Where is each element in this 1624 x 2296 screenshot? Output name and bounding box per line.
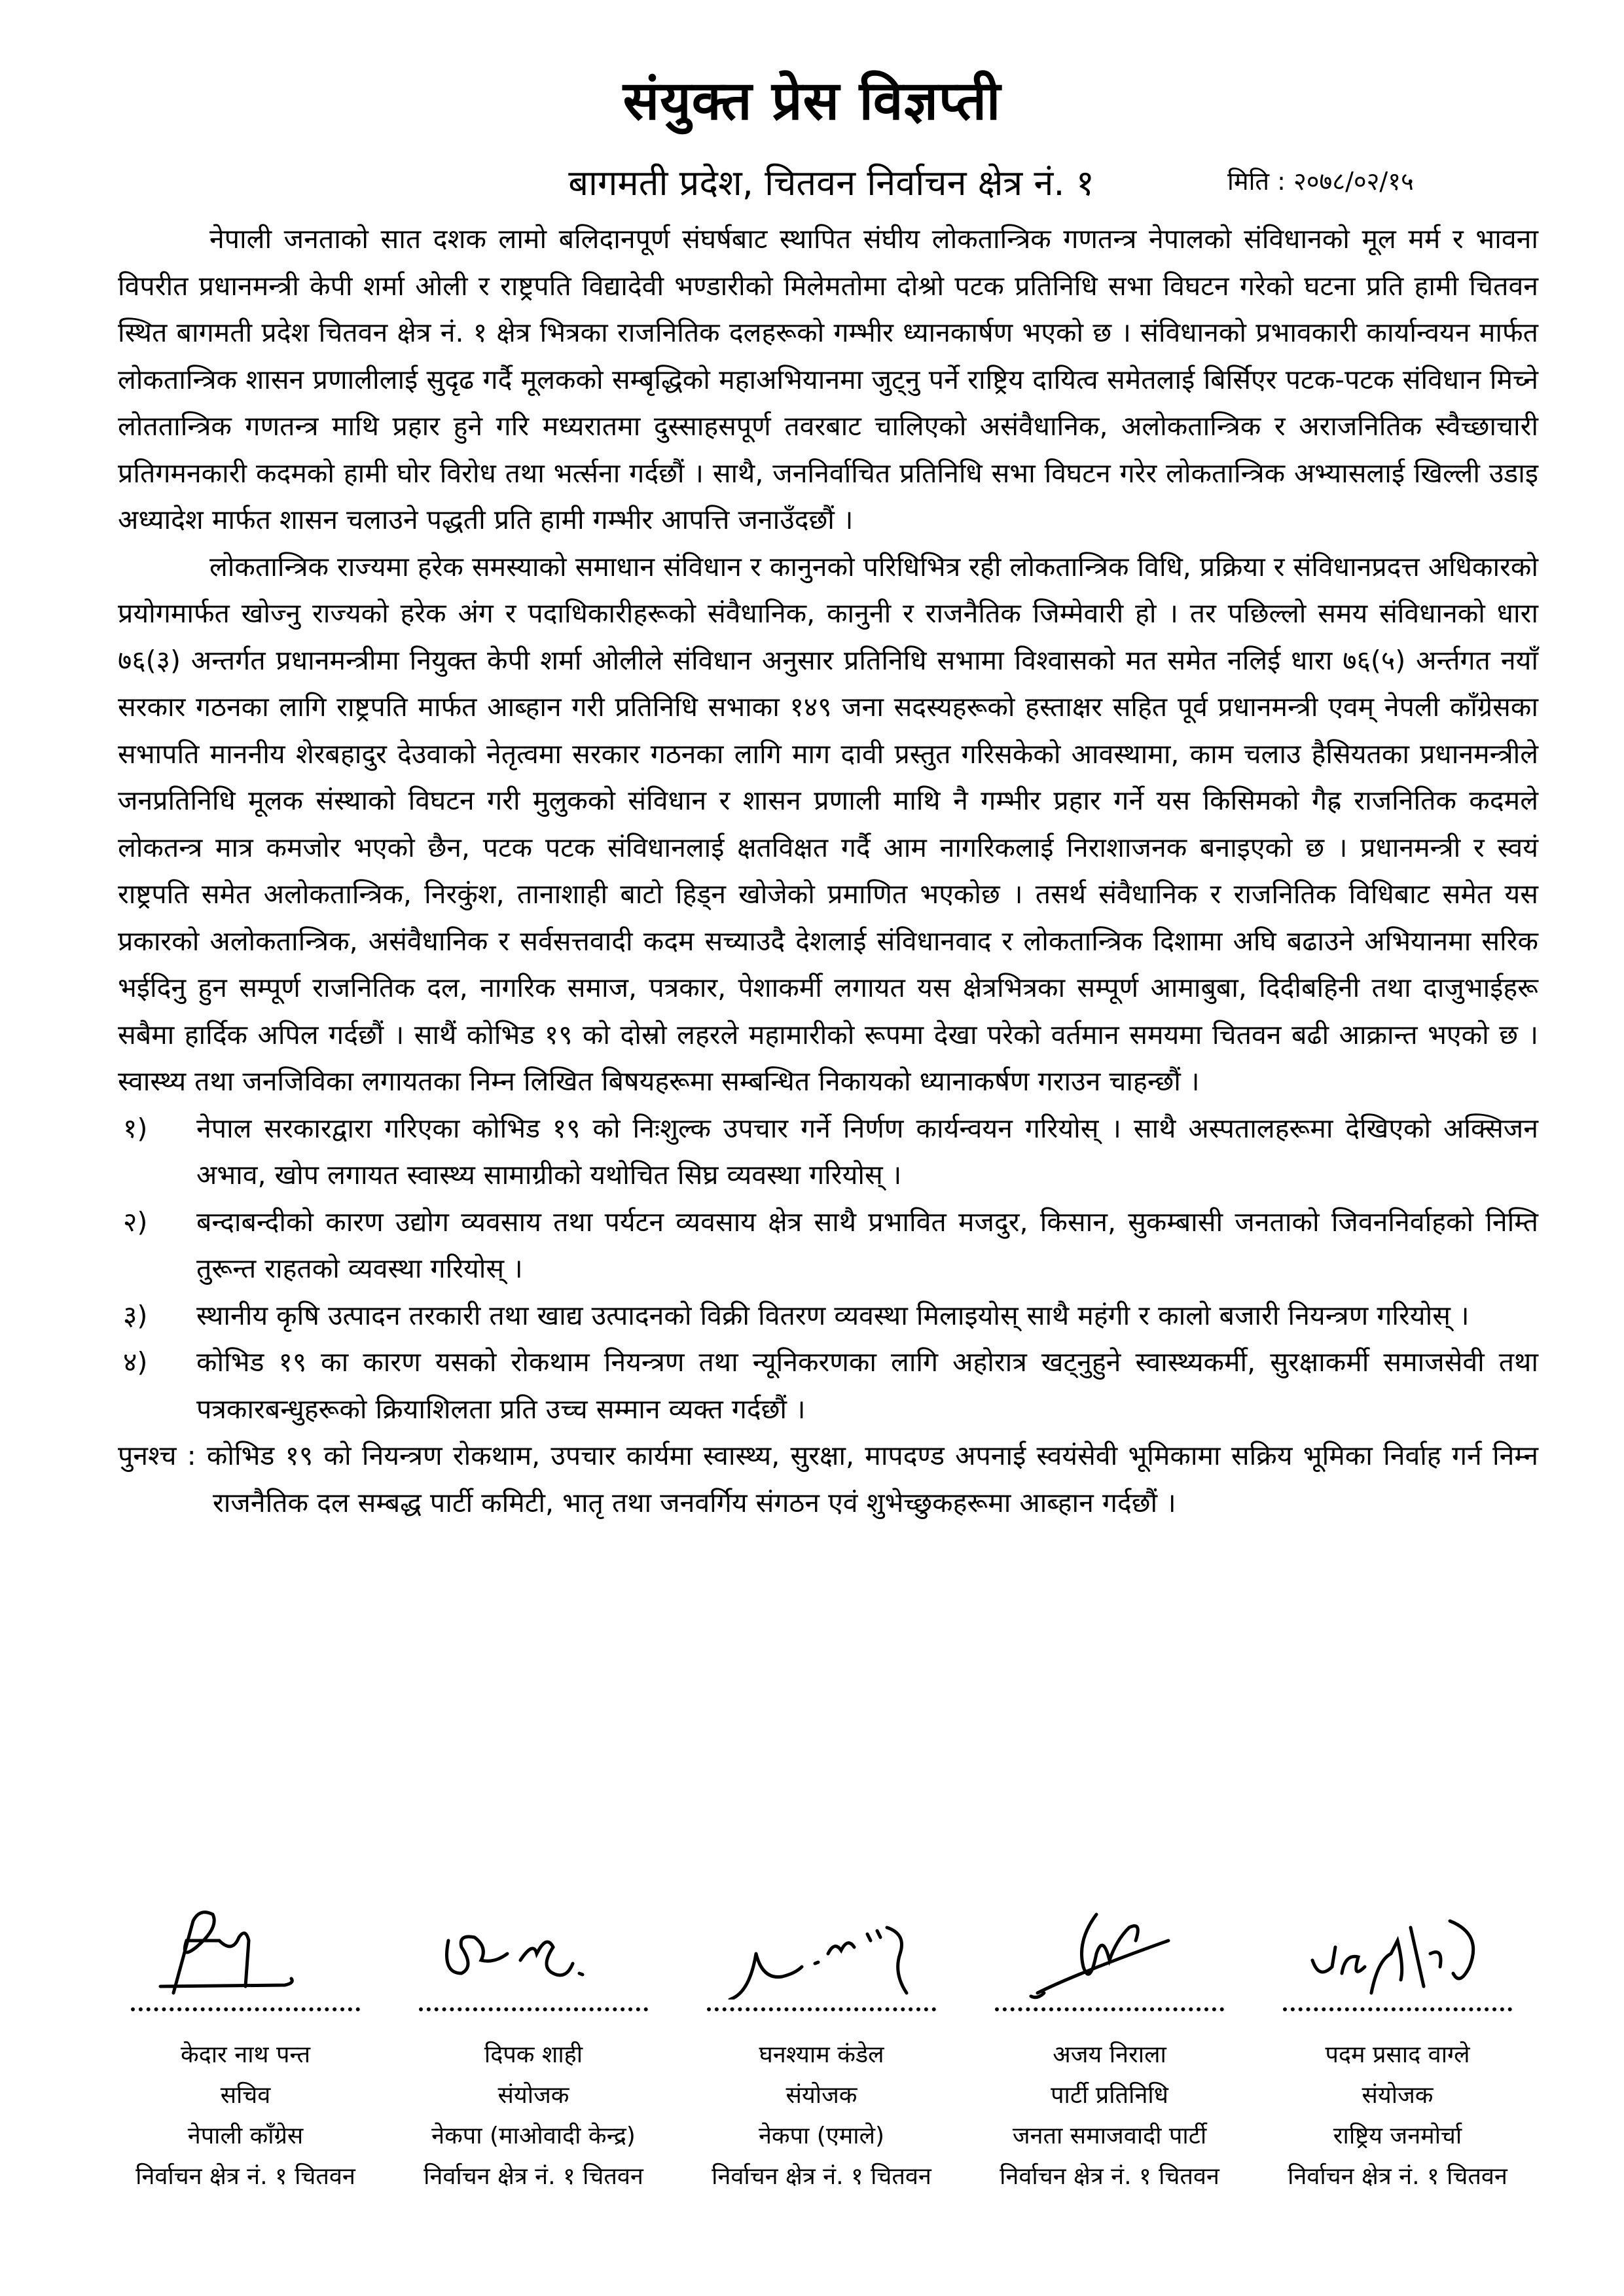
signature-line (995, 2000, 1224, 2011)
signatory-constituency: निर्वाचन क्षेत्र नं. १ चितवन (1000, 2163, 1219, 2190)
signatory-role: संयोजक (497, 2082, 569, 2109)
demand-text: नेपाल सरकारद्वारा गरिएका कोभिड १९ को निःशुल्क उपचार गर्ने निर्णण कार्यन्वयन गरियोस् । साथै अस्पतालहरूमा देखिएको अक्सिजन अभाव, खोप लगायत स्वास्थ्य सामाग्रीको यथोचित सिघ्र व्यवस्था गरियोस् । (196, 1112, 1538, 1191)
signatory-name: घनश्याम कंडेल (759, 2041, 884, 2068)
signatory (124, 1901, 367, 2242)
document-subtitle: बागमती प्रदेश, चितवन निर्वाचन क्षेत्र नं. १ (568, 162, 1094, 204)
signature-scribble-icon (998, 1901, 1221, 2000)
document-title: संयुक्त प्रेस विज्ञप्ती (623, 70, 1001, 132)
demand-number: १) (123, 1112, 148, 1144)
signatory-constituency: निर्वाचन क्षेत्र नं. १ चितवन (135, 2163, 355, 2190)
signature-scribble-icon (1286, 1901, 1509, 2000)
body-paragraph: नेपाली जनताको सात दशक लामो बलिदानपूर्ण संघर्षबाट स्थापित संघीय लोकतान्त्रिक गणतन्त्र नेपालको संविधानको मूल मर्म र भावना विपरीत प्रधानमन्त्री केपी शर्मा ओली र राष्ट्रपति विद्यादेवी भण्डारीको मिलेमतोमा दोश्रो पटक प्रतिनिधि सभा विघटन गरेको घटना प्रति हामी चितवन स्थित बागमती प्रदेश चितवन क्षेत्र नं. १ क्षेत्र भित्रका राजनितिक दलहरूको गम्भीर ध्यानकार्षण भएको छ । संविधानको प्रभावकारी कार्यान्वयन मार्फत लोकतान्त्रिक शासन प्रणालीलाई सुदृढ गर्दै मूलकको सम्बृद्धिको महाअभियानमा जुट्नु पर्ने राष्ट्रिय दायित्व समेतलाई बिर्सिएर पटक-पटक संविधान मिच्ने लोततान्त्रिक गणतन्त्र माथि प्रहार हुने गरि मध्यरातमा दुस्साहसपूर्ण तवरबाट चालिएको असंवैधानिक, अलोकतान्त्रिक र अराजनितिक स्वैच्छाचारी प्रतिगमनकारी कदमको हामी घोर विरोध तथा भर्त्सना गर्दछौं । साथै, जननिर्वाचित प्रतिनिधि सभा विघटन गरेर लोकतान्त्रिक अभ्यासलाई खिल्ली उडाइ अध्यादेश मार्फत शासन चलाउने पद्धती प्रति हामी गम्भीर आपत्ति जनाउँदछौं । (118, 223, 1538, 535)
signatory-name: अजय निराला (1053, 2041, 1166, 2068)
signatory (700, 1901, 943, 2242)
signature-block (124, 1901, 1519, 2242)
signatory-party: राष्ट्रिय जनमोर्चा (1333, 2123, 1462, 2149)
document-date: मिति : २०७८/०२/१५ (1227, 167, 1414, 196)
signatory (988, 1901, 1231, 2242)
signatory (1276, 1901, 1519, 2242)
signatory-role: संयोजक (785, 2082, 857, 2109)
demand-text: बन्दाबन्दीको कारण उद्योग व्यवसाय तथा पर्यटन व्यवसाय क्षेत्र साथै प्रभावित मजदुर, किसान, सुकम्बासी जनताको जिवननिर्वाहको निम्ति तुरून्त राहतको व्यवस्था गरियोस् । (196, 1206, 1538, 1284)
signatory-party: जनता समाजवादी पार्टी (1012, 2123, 1207, 2149)
signatory-constituency: निर्वाचन क्षेत्र नं. १ चितवन (712, 2163, 931, 2190)
signature-line (707, 2000, 936, 2011)
signatory-role: संयोजक (1362, 2082, 1434, 2109)
signature-line (1283, 2000, 1512, 2011)
signatory-constituency: निर्वाचन क्षेत्र नं. १ चितवन (1288, 2163, 1507, 2190)
signature-scribble-icon (710, 1901, 933, 2000)
demand-item (118, 1105, 1538, 1199)
signatory (412, 1901, 655, 2242)
demand-text: स्थानीय कृषि उत्पादन तरकारी तथा खाद्य उत्पादनको विक्री वितरण व्यवस्था मिलाइयोस् साथै महंगी र कालो बजारी नियन्त्रण गरियोस् । (196, 1299, 1470, 1331)
body-paragraph: लोकतान्त्रिक राज्यमा हरेक समस्याको समाधान संविधान र कानुनको परिधिभित्र रही लोकतान्त्रिक विधि, प्रक्रिया र संविधानप्रदत्त अधिकारको प्रयोगमार्फत खोज्नु राज्यको हरेक अंग र पदाधिकारीहरूको संवैधानिक, कानुनी र राजनैतिक जिम्मेवारी हो । तर पछिल्लो समय संविधानको धारा ७६(३) अन्तर्गत प्रधानमन्त्रीमा नियुक्त केपी शर्मा ओलीले संविधान अनुसार प्रतिनिधि सभामा विश्वासको मत समेत नलिई धारा ७६(५) अर्न्तगत नयाँ सरकार गठनका लागि राष्ट्रपति मार्फत आब्हान गरी प्रतिनिधि सभाका १४९ जना सदस्यहरूको हस्ताक्षर सहित पूर्व प्रधानमन्त्री एवम् नेपली काँग्रेसका सभापति माननीय शेरबहादुर देउवाको नेतृत्वमा सरकार गठनका लागि माग दावी प्रस्तुत गरिसकेको आवस्थामा, काम चलाउ हैसियतका प्रधानमन्त्रीले जनप्रतिनिधि मूलक संस्थाको विघटन गरी मुलुकको संविधान र शासन प्रणाली माथि नै गम्भीर प्रहार गर्ने यस किसिमको गैह्र राजनितिक कदमले लोकतन्त्र मात्र कमजोर भएको छैन, पटक पटक संविधानलाई क्षतविक्षत गर्दै आम नागरिकलाई निराशाजनक बनाइएको छ । प्रधानमन्त्री र स्वयं राष्ट्रपति समेत अलोकतान्त्रिक, निरकुंश, तानाशाही बाटो हिड्न खोजेको प्रमाणित भएकोछ । तसर्थ संवैधानिक र राजनितिक विधिबाट समेत यस प्रकारको अलोकतान्त्रिक, असंवैधानिक र सर्वसत्तवादी कदम सच्याउदै देशलाई संविधानवाद र लोकतान्त्रिक दिशामा अघि बढाउने अभियानमा सरिक भईदिनु हुन सम्पूर्ण राजनितिक दल, नागरिक समाज, पत्रकार, पेशाकर्मी लगायत यस क्षेत्रभित्रका सम्पूर्ण आमाबुबा, दिदीबहिनी तथा दाजुभाईहरू सबैमा हार्दिक अपिल गर्दछौं । साथैं कोभिड १९ को दोस्रो लहरले महामारीको रूपमा देखा परेको वर्तमान समयमा चितवन बढी आक्रान्त भएको छ । स्वास्थ्य तथा जनजिविका लगायतका निम्न लिखित बिषयहरूमा सम्बन्धित निकायको ध्यानाकर्षण गराउन चाहन्छौं । (118, 550, 1538, 1097)
demand-number: २) (123, 1206, 148, 1238)
signatory-name: पदम प्रसाद वाग्ले (1325, 2041, 1470, 2068)
demand-number: ३) (123, 1299, 148, 1331)
signatory-role: पार्टी प्रतिनिधि (1051, 2082, 1168, 2109)
demand-text: कोभिड १९ का कारण यसको रोकथाम नियन्त्रण तथा न्यूनिकरणका लागि अहोरात्र खट्नुहुने स्वास्थ्यकर्मी, सुरक्षाकर्मी समाजसेवी तथा पत्रकारबन्धुहरूको क्रियाशिलता प्रति उच्च सम्मान व्यक्त गर्दछौं । (196, 1346, 1538, 1425)
signature-line (131, 2000, 360, 2011)
signatory-constituency: निर्वाचन क्षेत्र नं. १ चितवन (424, 2163, 643, 2190)
postscript: पुनश्च : कोभिड १९ को नियन्त्रण रोकथाम, उपचार कार्यमा स्वास्थ्य, सुरक्षा, मापदण्ड अपनाई स्वयंसेवी भूमिकामा सक्रिय भूमिका निर्वाह गर्न निम्न राजनैतिक दल सम्बद्ध पार्टी कमिटी, भातृ तथा जनवर्गिय संगठन एवं शुभेच्छुकहरूमा आब्हान गर्दछौं । (118, 1440, 1538, 1518)
signature-line (419, 2000, 648, 2011)
demands-list (118, 1105, 1538, 1433)
signature-scribble-icon (134, 1901, 357, 2000)
signatory-name: केदार नाथ पन्त (180, 2041, 311, 2068)
document-body (118, 216, 1538, 1526)
signatory-party: नेपाली काँग्रेस (187, 2123, 304, 2149)
demand-item (118, 1293, 1538, 1340)
signatory-party: नेकपा (एमाले) (758, 2123, 885, 2149)
demand-item (118, 1199, 1538, 1293)
signatory-role: सचिव (220, 2082, 271, 2109)
demand-item (118, 1339, 1538, 1433)
signature-scribble-icon (422, 1901, 645, 2000)
demand-number: ४) (123, 1346, 148, 1378)
signatory-party: नेकपा (माओवादी केन्द्र) (431, 2123, 636, 2149)
signatory-name: दिपक शाही (484, 2041, 583, 2068)
